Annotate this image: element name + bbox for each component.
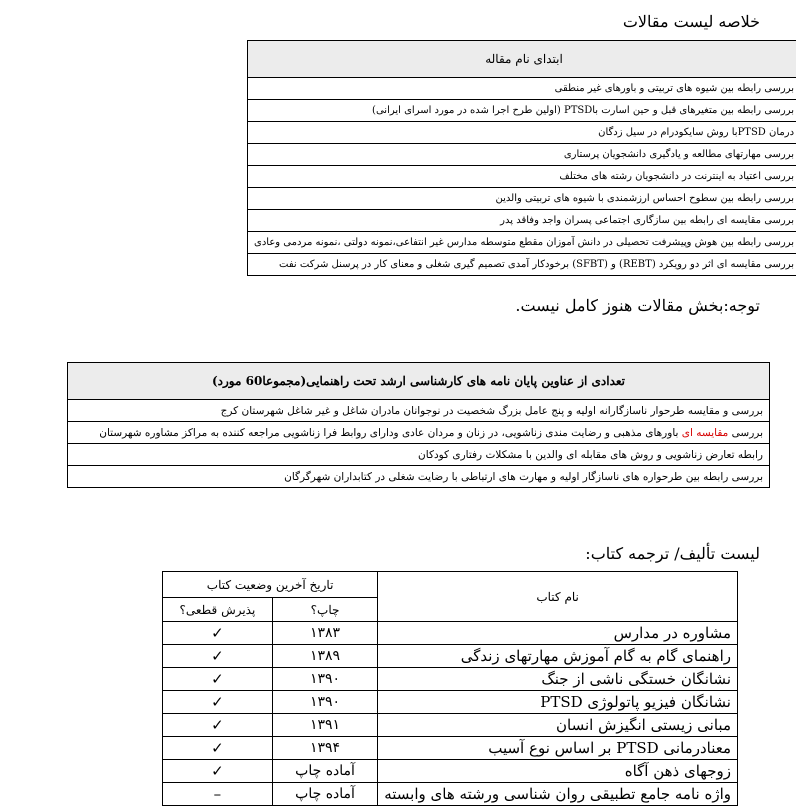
table-row — [163, 668, 738, 691]
table-row — [248, 188, 796, 210]
table-row — [68, 444, 770, 466]
articles-note: توجه:بخش مقالات هنوز کامل نیست. — [515, 296, 760, 315]
dash-icon: – — [163, 783, 273, 806]
table-row — [248, 166, 796, 188]
books-heading: لیست تألیف/ ترجمه کتاب: — [585, 544, 760, 563]
thesis-title: بررسی مقایسه ای باورهای مذهبی و رضایت مندی زناشویی، در زنان و مردان عادی ودارای روابط فرا زناشویی مراجعه کننده به مراکز مشاوره شهرستان — [68, 422, 770, 444]
book-name: مشاوره در مدارس — [378, 622, 738, 645]
article-title: بررسی مقایسه ای اثر دو رویکرد (REBT) و (SFBT) برخودکار آمدی تصمیم گیری شغلی و معنای کار در پرسنل شرکت نفت — [248, 254, 796, 276]
table-row — [163, 760, 738, 783]
article-title: درمان PTSDبا روش سایکودرام در سیل زدگان — [248, 122, 796, 144]
highlighted-text: مقایسه ای — [682, 427, 729, 439]
article-title: بررسی اعتیاد به اینترنت در دانشجویان رشته های مختلف — [248, 166, 796, 188]
table-row — [248, 210, 796, 232]
table-row — [163, 691, 738, 714]
table-row — [163, 737, 738, 760]
check-icon: ✓ — [163, 622, 273, 645]
col-accept: پذیرش قطعی؟ — [163, 598, 273, 622]
articles-table — [247, 40, 796, 276]
table-row — [68, 422, 770, 444]
book-name: راهنمای گام به گام آموزش مهارتهای زندگی — [378, 645, 738, 668]
books-table — [162, 571, 738, 806]
col-book-name: نام کتاب — [378, 572, 738, 622]
col-print: چاپ؟ — [272, 598, 377, 622]
book-name: مبانی زیستی انگیزش انسان — [378, 714, 738, 737]
theses-table-header: تعدادی از عناوین پایان نامه های کارشناسی ارشد تحت راهنمایی(مجموعا60 مورد) — [68, 363, 770, 400]
table-row — [68, 466, 770, 488]
theses-table — [67, 362, 770, 488]
check-icon: ✓ — [163, 737, 273, 760]
book-print-year: ۱۳۹۰ — [272, 668, 377, 691]
book-print-year: ۱۳۸۹ — [272, 645, 377, 668]
check-icon: ✓ — [163, 645, 273, 668]
table-row — [248, 100, 796, 122]
table-row — [248, 254, 796, 276]
table-row — [248, 78, 796, 100]
check-icon: ✓ — [163, 691, 273, 714]
book-name: نشانگان خستگی ناشی از جنگ — [378, 668, 738, 691]
article-title: بررسی رابطه بین سطوح احساس ارزشمندی با شیوه های تربیتی والدین — [248, 188, 796, 210]
articles-table-header: ابتدای نام مقاله — [248, 41, 796, 78]
check-icon: ✓ — [163, 668, 273, 691]
table-row — [248, 122, 796, 144]
book-print-year: ۱۳۸۳ — [272, 622, 377, 645]
book-name: زوجهای ذهن آگاه — [378, 760, 738, 783]
thesis-title: رابطه تعارض زناشویی و روش های مقابله ای والدین با مشکلات رفتاری کودکان — [68, 444, 770, 466]
check-icon: ✓ — [163, 714, 273, 737]
book-print-year: آماده چاپ — [272, 783, 377, 806]
articles-heading: خلاصه لیست مقالات — [623, 12, 760, 31]
book-name: معنادرمانی PTSD بر اساس نوع آسیب — [378, 737, 738, 760]
article-title: بررسی رابطه بین متغیرهای قبل و حین اسارت باPTSD (اولین طرح اجرا شده در مورد اسرای ایرانی) — [248, 100, 796, 122]
table-row — [248, 144, 796, 166]
article-title: بررسی مقایسه ای رابطه بین سازگاری اجتماعی پسران واجد وفاقد پدر — [248, 210, 796, 232]
book-print-year: آماده چاپ — [272, 760, 377, 783]
col-book-status: تاریخ آخرین وضعیت کتاب — [163, 572, 378, 598]
table-row — [163, 783, 738, 806]
table-row — [163, 645, 738, 668]
article-title: بررسی رابطه بین هوش وپیشرفت تحصیلی در دانش آموزان مقطع متوسطه مدارس غیر انتفاعی،نمونه دولتی ،نمونه مردمی وعادی — [248, 232, 796, 254]
table-row — [163, 714, 738, 737]
book-name: واژه نامه جامع تطبیقی روان شناسی ورشته های وابسته — [378, 783, 738, 806]
check-icon: ✓ — [163, 760, 273, 783]
table-row — [248, 232, 796, 254]
book-name: نشانگان فیزیو پاتولوژی PTSD — [378, 691, 738, 714]
article-title: بررسی مهارتهای مطالعه و یادگیری دانشجویان پرستاری — [248, 144, 796, 166]
table-row — [68, 400, 770, 422]
thesis-title: بررسی و مقایسه طرحوار ناسازگارانه اولیه و پنج عامل بزرگ شخصیت در نوجوانان مادران شاغل و غیر شاغل شهرستان کرج — [68, 400, 770, 422]
book-print-year: ۱۳۹۴ — [272, 737, 377, 760]
book-print-year: ۱۳۹۱ — [272, 714, 377, 737]
book-print-year: ۱۳۹۰ — [272, 691, 377, 714]
table-row — [163, 622, 738, 645]
thesis-title: بررسی رابطه بین طرحواره های ناسازگار اولیه و مهارت های ارتباطی با رضایت شغلی در کتابداران شهرگرگان — [68, 466, 770, 488]
article-title: بررسی رابطه بین شیوه های تربیتی و باورهای غیر منطقی — [248, 78, 796, 100]
